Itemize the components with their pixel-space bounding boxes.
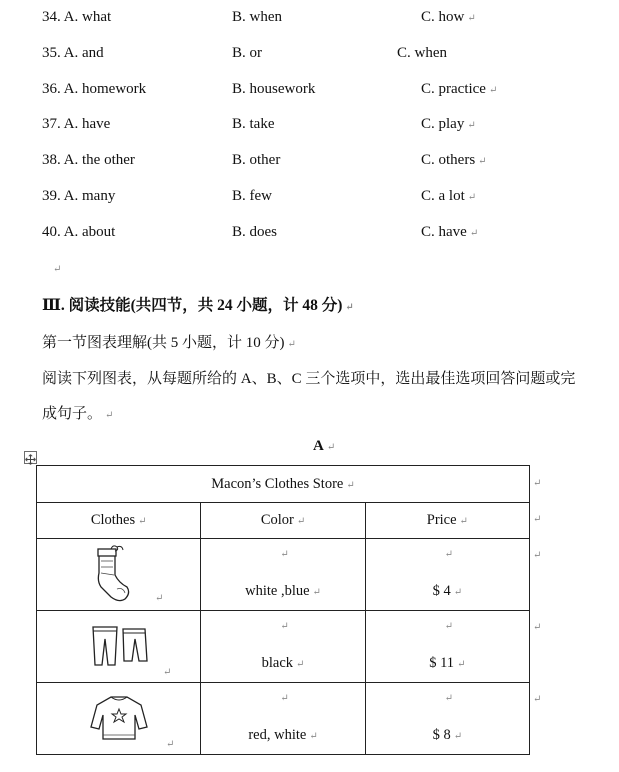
question-row-40 (0, 224, 619, 246)
sub-title: 第一节图表理解(共 5 小题，计 10 分) ↵ (42, 335, 296, 351)
option-b: B. when (232, 9, 282, 25)
option-c: C. how ↵ (421, 9, 476, 25)
color-cell: ↵ black ↵ (201, 611, 365, 683)
option-c: C. a lot ↵ (421, 188, 477, 204)
option-b: B. housework (232, 81, 316, 97)
option-b: B. take (232, 116, 275, 132)
option-a: 39. A. many (42, 188, 116, 204)
table-title-row (37, 466, 530, 503)
option-b: B. or (232, 45, 262, 61)
option-a: 40. A. about (42, 224, 116, 240)
row-end-mark: ↵ (533, 514, 542, 525)
question-row-36 (0, 81, 619, 103)
row-end-mark: ↵ (533, 550, 542, 561)
paragraph-mark: ↵ (53, 264, 62, 275)
question-row-35 (0, 45, 619, 67)
color-cell: ↵ white ,blue ↵ (201, 539, 365, 611)
header-clothes: Clothes ↵ (37, 503, 201, 539)
clothes-store-table (36, 465, 530, 755)
header-price: Price ↵ (365, 503, 529, 539)
table-header-row (37, 503, 530, 539)
stocking-icon (89, 545, 133, 605)
option-a: 38. A. the other (42, 152, 135, 168)
trousers-icon (91, 625, 149, 667)
table-row (37, 611, 530, 683)
header-color: Color ↵ (201, 503, 365, 539)
row-end-mark: ↵ (533, 478, 542, 489)
price-cell: ↵ $ 8 ↵ (365, 683, 529, 755)
table-title-cell: Macon’s Clothes Store ↵ (37, 466, 530, 503)
option-c: C. others ↵ (421, 152, 487, 168)
option-a: 34. A. what (42, 9, 112, 25)
passage-label: A ↵ (313, 438, 336, 454)
option-c: C. play ↵ (421, 116, 476, 132)
option-b: B. does (232, 224, 277, 240)
color-cell: ↵ red, white ↵ (201, 683, 365, 755)
table-row (37, 539, 530, 611)
option-a: 36. A. homework (42, 81, 147, 97)
question-row-39 (0, 188, 619, 210)
option-c: C. practice ↵ (421, 81, 498, 97)
clothes-cell: ↵ (37, 683, 201, 755)
instruction-line: 成句子。 ↵ (42, 406, 114, 422)
option-b: B. other (232, 152, 281, 168)
instruction-line: 阅读下列图表，从每题所给的 A、B、C 三个选项中，选出最佳选项回答问题或完 (42, 371, 576, 387)
sweater-icon (89, 693, 149, 743)
clothes-cell: ↵ (37, 611, 201, 683)
option-c: C. have ↵ (421, 224, 479, 240)
table-move-handle-icon[interactable] (24, 451, 37, 464)
section-title: Ⅲ. 阅读技能(共四节，共 24 小题，计 48 分) ↵ (42, 297, 354, 314)
option-a: 35. A. and (42, 45, 104, 61)
row-end-mark: ↵ (533, 622, 542, 633)
option-c: C. when (397, 45, 447, 61)
question-row-34 (0, 9, 619, 31)
question-row-37 (0, 116, 619, 138)
option-b: B. few (232, 188, 272, 204)
price-cell: ↵ $ 11 ↵ (365, 611, 529, 683)
price-cell: ↵ $ 4 ↵ (365, 539, 529, 611)
table-row (37, 683, 530, 755)
clothes-cell: ↵ (37, 539, 201, 611)
option-a: 37. A. have (42, 116, 111, 132)
row-end-mark: ↵ (533, 694, 542, 705)
question-row-38 (0, 152, 619, 174)
